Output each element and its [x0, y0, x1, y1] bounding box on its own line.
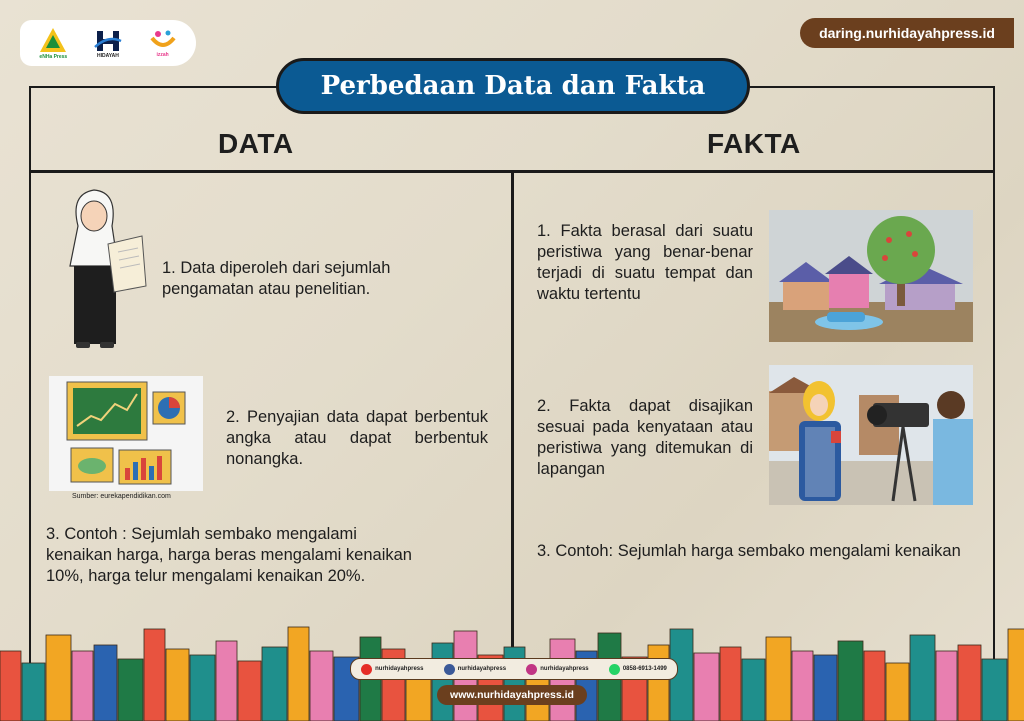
book-spine — [118, 659, 143, 721]
enha-press-logo: eNHa Press — [31, 23, 75, 63]
book-spine — [216, 641, 237, 721]
book-spine — [936, 651, 957, 721]
book-spine — [1008, 629, 1024, 721]
book-spine — [310, 651, 333, 721]
book-spine — [144, 629, 165, 721]
book-spine — [958, 645, 981, 721]
data-point-2: 2. Penyajian data dapat berbentuk angka atau dapat berbentuk nonangka. — [226, 408, 488, 468]
fakta-point-1: 1. Fakta berasal dari suatu peristiwa yang benar-benar terjadi di suatu tempat dan waktu tertentu — [537, 222, 753, 303]
book-spine — [814, 655, 837, 721]
page-title: Perbedaan Data dan Fakta — [276, 58, 750, 114]
book-spine — [166, 649, 189, 721]
social-whatsapp[interactable]: 0858-6913-1499 — [609, 664, 667, 675]
fakta-point-3: 3. Contoh: Sejumlah harga sembako mengalami kenaikan — [537, 542, 961, 560]
social-media-bar — [350, 658, 678, 680]
book-spine — [72, 651, 93, 721]
charts-illustration — [49, 376, 203, 491]
book-spine — [766, 637, 791, 721]
top-url-badge[interactable]: daring.nurhidayahpress.id — [800, 18, 1014, 48]
data-point-1: 1. Data diperoleh dari sejumlah pengamatan atau penelitian. — [162, 259, 391, 298]
social-instagram[interactable]: nurhidayahpress — [526, 664, 588, 675]
book-spine — [648, 645, 669, 721]
book-spine — [982, 659, 1007, 721]
izzah-logo: izzah — [141, 23, 185, 63]
bottom-url-badge[interactable]: www.nurhidayahpress.id — [437, 685, 587, 705]
publisher-logos — [20, 20, 196, 66]
book-spine — [720, 647, 741, 721]
book-spine — [94, 645, 117, 721]
fakta-point-2: 2. Fakta dapat disajikan sesuai pada kenyataan atau peristiwa yang ditemukan di lapangan — [537, 397, 753, 478]
fakta-heading: FAKTA — [707, 128, 801, 159]
book-spine — [886, 663, 909, 721]
social-youtube[interactable]: nurhidayahpress — [361, 664, 423, 675]
book-spine — [190, 655, 215, 721]
book-spine — [838, 641, 863, 721]
book-spine — [742, 659, 765, 721]
book-spine — [550, 639, 575, 721]
book-spine — [792, 651, 813, 721]
book-spine — [262, 647, 287, 721]
book-spine — [694, 653, 719, 721]
social-facebook[interactable]: nurhidayahpress — [444, 664, 506, 675]
book-spine — [432, 643, 453, 721]
image-source-caption: Sumber: eurekapendidikan.com — [72, 493, 171, 500]
facebook-icon — [444, 664, 455, 675]
flood-illustration — [769, 210, 973, 342]
book-spine — [22, 663, 45, 721]
whatsapp-icon — [609, 664, 620, 675]
hidayah-logo: HIDAYAH — [86, 23, 130, 63]
column-divider — [511, 170, 514, 690]
book-spine — [288, 627, 309, 721]
book-spine — [0, 651, 21, 721]
book-spine — [238, 661, 261, 721]
youtube-icon — [361, 664, 372, 675]
instagram-icon — [526, 664, 537, 675]
student-reading-illustration — [60, 186, 150, 358]
book-spine — [46, 635, 71, 721]
data-point-3: 3. Contoh : Sejumlah sembako mengalami kenaikan harga, harga beras mengalami kenaikan 10%, harga telur mengalami kenaikan 20%. — [46, 525, 412, 585]
book-spine — [864, 651, 885, 721]
book-spine — [910, 635, 935, 721]
reporter-illustration — [769, 365, 973, 505]
data-heading: DATA — [218, 128, 294, 159]
